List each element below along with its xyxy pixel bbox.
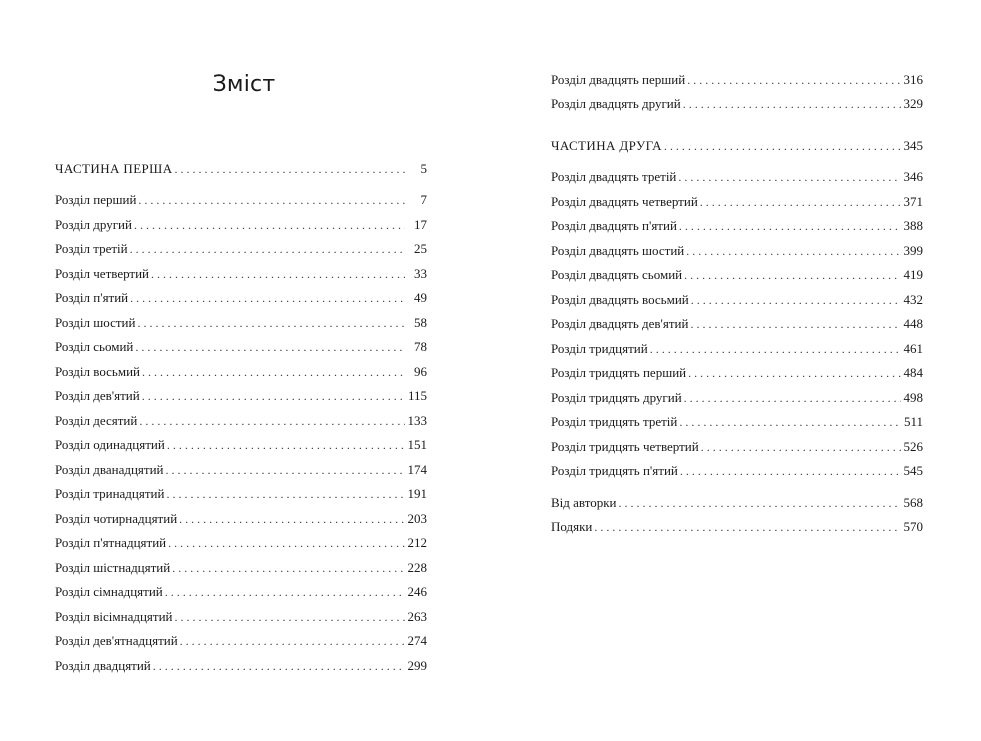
toc-entry[interactable] [551,241,923,261]
dot-leader [179,509,405,529]
toc-entry[interactable] [55,631,427,651]
toc-entry-page: 17 [414,217,427,232]
toc-entry-label: Розділ сьомий [55,339,134,354]
toc-entry-label: Розділ двадцять восьмий [551,292,689,307]
toc-entry-label: Розділ двадцять п'ятий [551,218,677,233]
toc-entry-page: 511 [903,414,923,429]
toc-entry-label: Розділ дванадцятий [55,462,164,477]
toc-entry-page: 274 [407,633,427,648]
dot-leader [679,412,901,432]
dot-leader [142,362,405,382]
toc-entry-page: 33 [414,266,427,281]
toc-entry[interactable] [55,411,427,431]
dot-leader [701,437,901,457]
toc-entry[interactable] [551,192,923,212]
toc-entry-page: 78 [414,339,427,354]
toc-entry-label: Розділ двадцять четвертий [551,194,698,209]
toc-entry-label: Розділ перший [55,192,137,207]
dot-leader [166,460,406,480]
toc-entry[interactable] [55,264,427,284]
toc-entry-label: Розділ восьмий [55,364,140,379]
dot-leader [172,558,405,578]
toc-entry-label: Розділ третій [55,241,128,256]
toc-entry[interactable] [55,288,427,308]
dot-leader [134,215,405,235]
dot-leader [139,411,405,431]
toc-entry-label: Розділ двадцять дев'ятий [551,316,689,331]
toc-entry[interactable] [55,582,427,602]
dot-leader [683,94,901,114]
toc-entry-page: 388 [903,218,923,233]
dot-leader [142,386,405,406]
toc-entry-page: 5 [420,161,427,176]
toc-entry-page: 96 [414,364,427,379]
toc-entry-label: Розділ тридцять другий [551,390,682,405]
toc-entry-label: ЧАСТИНА ДРУГА [551,138,662,153]
dot-leader [691,290,901,310]
toc-entry-label: Розділ четвертий [55,266,150,281]
dot-leader [180,631,405,651]
toc-entry-page: 246 [407,584,427,599]
toc-entry-page: 345 [903,138,923,153]
toc-entry-page: 49 [414,290,427,305]
toc-entry-page: 191 [407,486,427,501]
toc-entry[interactable] [551,70,923,90]
dot-leader [679,216,901,236]
toc-entry-label: Розділ дев'ятнадцятий [55,633,178,648]
toc-entry-label: Розділ тридцять п'ятий [551,463,678,478]
toc-entry[interactable] [55,533,427,553]
toc-entry[interactable] [55,484,427,504]
toc-entry-page: 448 [903,316,923,331]
dot-leader [700,192,901,212]
toc-entry-page: 25 [414,241,427,256]
toc-entry-page: 316 [903,72,923,87]
toc-entry-page: 203 [407,511,427,526]
dot-leader [619,493,901,513]
toc-entry-label: Від авторки [551,495,617,510]
toc-entry[interactable] [551,314,923,334]
toc-entry[interactable] [551,412,923,432]
toc-entry[interactable] [551,437,923,457]
toc-entry-label: Розділ п'ятий [55,290,129,305]
toc-entry-label: Розділ тринадцятий [55,486,165,501]
toc-entry-label: Розділ чотирнадцятий [55,511,178,526]
dot-leader [166,484,405,504]
toc-entry-label: Розділ тридцятий [551,341,648,356]
toc-entry[interactable] [551,363,923,383]
toc-entry-label: Розділ двадцять сьомий [551,267,683,282]
toc-entry[interactable] [55,313,427,333]
dot-leader [174,159,405,179]
dot-leader [688,363,901,383]
toc-entry-label: Розділ тридцять четвертий [551,439,699,454]
toc-entry-page: 568 [903,495,923,510]
toc-entry-label: Розділ десятий [55,413,138,428]
dot-leader [130,288,405,308]
dot-leader [650,339,901,359]
toc-entry-label: Розділ шістнадцятий [55,560,171,575]
dot-leader [678,167,901,187]
toc-entry[interactable] [55,558,427,578]
toc-entry-label: Розділ двадцять третій [551,169,677,184]
toc-entry-page: 7 [420,192,427,207]
toc-entry[interactable] [551,265,923,285]
toc-entry-page: 432 [903,292,923,307]
toc-entry-label: Розділ шостий [55,315,136,330]
toc-entry[interactable] [55,435,427,455]
toc-entry-label: Розділ тридцять третій [551,414,678,429]
toc-entry-label: Розділ тридцять перший [551,365,687,380]
toc-entry-afterword[interactable] [551,493,923,513]
toc-entry[interactable] [55,215,427,235]
dot-leader [151,264,405,284]
toc-entry-page: 174 [407,462,427,477]
toc-entry[interactable] [551,461,923,481]
toc-entry-page: 461 [903,341,923,356]
dot-leader [137,313,405,333]
toc-entry[interactable] [55,509,427,529]
toc-entry-page: 545 [903,463,923,478]
toc-entry-page: 498 [903,390,923,405]
dot-leader [153,656,405,676]
toc-entry-label: Розділ п'ятнадцятий [55,535,167,550]
dot-leader [135,337,405,357]
dot-leader [594,517,901,537]
dot-leader [687,70,901,90]
dot-leader [175,607,405,627]
toc-entry[interactable] [55,386,427,406]
dot-leader [165,582,405,602]
toc-entry-page: 115 [407,388,427,403]
toc-entry[interactable] [551,388,923,408]
toc-entry[interactable] [551,167,923,187]
dot-leader [130,239,405,259]
toc-entry-page: 419 [903,267,923,282]
toc-entry-label: Подяки [551,519,593,534]
toc-entry-part-two[interactable] [551,136,923,156]
toc-entry[interactable] [55,337,427,357]
toc-entry-label: Розділ вісімнадцятий [55,609,173,624]
toc-entry-label: Розділ двадцять другий [551,96,681,111]
toc-entry-label: Розділ сімнадцятий [55,584,163,599]
toc-entry-page: 484 [903,365,923,380]
dot-leader [168,533,405,553]
toc-entry[interactable] [55,239,427,259]
dot-leader [684,265,901,285]
toc-entry-page: 151 [407,437,427,452]
page-title: Зміст [212,72,276,97]
toc-entry-label: Розділ дев'ятий [55,388,140,403]
toc-entry-page: 329 [903,96,923,111]
toc-entry[interactable] [551,339,923,359]
toc-entry[interactable] [55,460,427,480]
dot-leader [138,190,405,210]
toc-entry-acknowledgements[interactable] [551,517,923,537]
toc-entry-page: 526 [903,439,923,454]
toc-entry-page: 212 [407,535,427,550]
dot-leader [680,461,901,481]
toc-entry-page: 133 [407,413,427,428]
toc-entry[interactable] [551,216,923,236]
toc-entry[interactable] [551,290,923,310]
left-page [0,0,490,741]
dot-leader [690,314,901,334]
toc-entry-label: Розділ двадцять перший [551,72,686,87]
toc-entry-label: Розділ одинадцятий [55,437,165,452]
toc-entry-page: 263 [407,609,427,624]
toc-entry-page: 299 [407,658,427,673]
toc-entry-page: 58 [414,315,427,330]
toc-entry[interactable] [551,94,923,114]
right-page [490,0,981,741]
toc-entry[interactable] [55,362,427,382]
toc-entry[interactable] [55,656,427,676]
toc-entry[interactable] [55,190,427,210]
toc-entry-page: 228 [407,560,427,575]
toc-entry-label: Розділ двадцять шостий [551,243,685,258]
toc-entry-part-one[interactable] [55,159,427,179]
dot-leader [167,435,405,455]
toc-entry-page: 399 [903,243,923,258]
dot-leader [664,136,901,156]
toc-entry-label: Розділ двадцятий [55,658,151,673]
toc-entry-page: 371 [903,194,923,209]
toc-entry-label: ЧАСТИНА ПЕРША [55,161,173,176]
dot-leader [686,241,901,261]
toc-entry-page: 570 [903,519,923,534]
toc-entry-label: Розділ другий [55,217,132,232]
toc-entry-page: 346 [903,169,923,184]
toc-entry[interactable] [55,607,427,627]
dot-leader [684,388,901,408]
